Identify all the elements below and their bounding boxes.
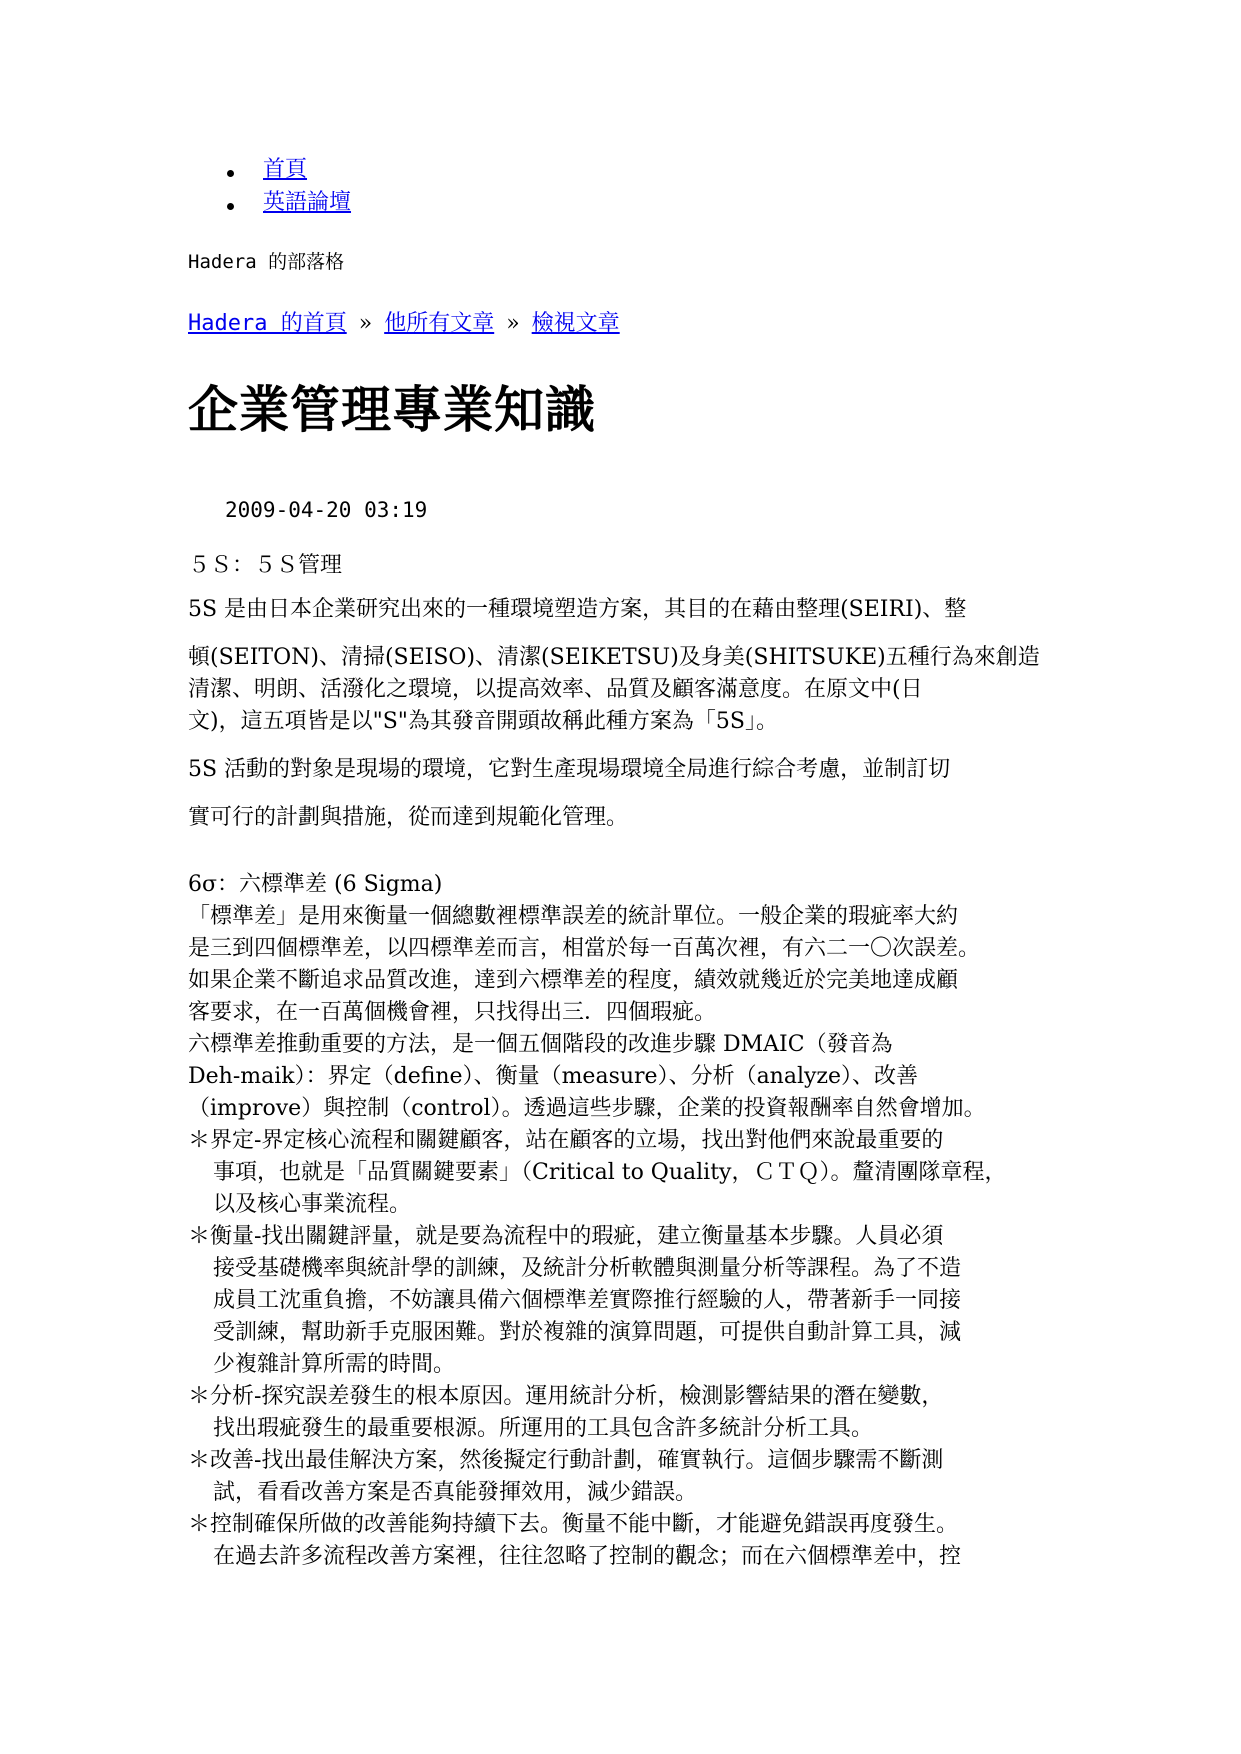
article-line: 試，看看改善方案是否真能發揮效用，減少錯誤。 [213, 1480, 698, 1505]
article-line: 文)，這五項皆是以"S"為其發音開頭故稱此種方案為「5S」。 [188, 709, 778, 734]
article-datetime: 2009-04-20 03:19 [225, 498, 428, 522]
article-line: 成員工沈重負擔，不妨讓具備六個標準差實際推行經驗的人，帶著新手一同接 [213, 1288, 962, 1313]
breadcrumb-current-link[interactable]: 檢視文章 [531, 311, 620, 336]
article-line: 六標準差推動重要的方法，是一個五個階段的改進步驟 DMAIC（發音為 [188, 1032, 893, 1057]
breadcrumb [188, 306, 620, 337]
article-line: 受訓練，幫助新手克服困難。對於複雜的演算問題，可提供自動計算工具，減 [213, 1320, 962, 1345]
article-line: Deh-maik）：界定（define）、衡量（measure）、分析（analyze）、改善 [188, 1064, 919, 1089]
article-line: 事項，也就是「品質關鍵要素」（Critical to Quality，ＣＴＱ）。釐清團隊章程， [213, 1160, 1007, 1185]
breadcrumb-home-link[interactable]: Hadera 的首頁 [188, 311, 347, 336]
nav-link-english-forum[interactable]: 英語論壇 [263, 190, 352, 215]
article-line: 在過去許多流程改善方案裡，往往忽略了控制的觀念；而在六個標準差中，控 [213, 1544, 962, 1569]
article-line: 如果企業不斷追求品質改進，達到六標準差的程度，績效就幾近於完美地達成顧 [188, 968, 959, 993]
article-line: ＊改善-找出最佳解決方案，然後擬定行動計劃，確實執行。這個步驟需不斷測 [188, 1448, 944, 1473]
article-line: 少複雜計算所需的時間。 [213, 1352, 456, 1377]
article-line: 客要求，在一百萬個機會裡，只找得出三．四個瑕疵。 [188, 1000, 717, 1025]
article-line: 頓(SEITON)、清掃(SEISO)、清潔(SEIKETSU)及身美(SHITSUKE)五種行為來創造 [188, 645, 1040, 670]
article-line: 5S 活動的對象是現場的環境，它對生產現場環境全局進行綜合考慮，並制訂切 [188, 757, 951, 782]
bullet-icon [227, 203, 234, 210]
article-line: 以及核心事業流程。 [213, 1192, 412, 1217]
blog-name: Hadera 的部落格 [188, 251, 345, 273]
article-line: （improve）與控制（control）。透過這些步驟，企業的投資報酬率自然會增加。 [188, 1096, 986, 1121]
article-line: 是三到四個標準差，以四標準差而言，相當於每一百萬次裡，有六二一〇次誤差。 [188, 936, 981, 961]
breadcrumb-separator: » [358, 311, 373, 336]
article-line: 清潔、明朗、活潑化之環境，以提高效率、品質及顧客滿意度。在原文中(日 [188, 677, 923, 702]
article-line: 實可行的計劃與措施，從而達到規範化管理。 [188, 805, 629, 830]
article-title: 企業管理專業知識 [188, 381, 596, 439]
article-line: 5S 是由日本企業研究出來的一種環境塑造方案，其目的在藉由整理(SEIRI)、整 [188, 597, 967, 622]
article-line: ＊分析-探究誤差發生的根本原因。運用統計分析，檢測影響結果的潛在變數， [188, 1384, 944, 1409]
article-line: 找出瑕疵發生的最重要根源。所運用的工具包含許多統計分析工具。 [213, 1416, 874, 1441]
breadcrumb-separator: » [506, 311, 520, 336]
nav-link-home[interactable]: 首頁 [263, 157, 308, 182]
article-line: 6σ：六標準差 (6 Sigma) [188, 872, 443, 897]
article-line: ＊控制確保所做的改善能夠持續下去。衡量不能中斷，才能避免錯誤再度發生。 [188, 1512, 959, 1537]
bullet-icon [227, 170, 234, 177]
article-line: 接受基礎機率與統計學的訓練，及統計分析軟體與測量分析等課程。為了不造 [213, 1256, 962, 1281]
article-line: ＊衡量-找出關鍵評量，就是要為流程中的瑕疵，建立衡量基本步驟。人員必須 [188, 1224, 944, 1249]
article-line: ５Ｓ：５Ｓ管理 [188, 553, 343, 578]
article-line: ＊界定-界定核心流程和關鍵顧客，站在顧客的立場，找出對他們來說最重要的 [188, 1128, 944, 1153]
breadcrumb-all-posts-link[interactable]: 他所有文章 [384, 311, 495, 336]
article-line: 「標準差」是用來衡量一個總數裡標準誤差的統計單位。一般企業的瑕疵率大約 [188, 904, 959, 929]
